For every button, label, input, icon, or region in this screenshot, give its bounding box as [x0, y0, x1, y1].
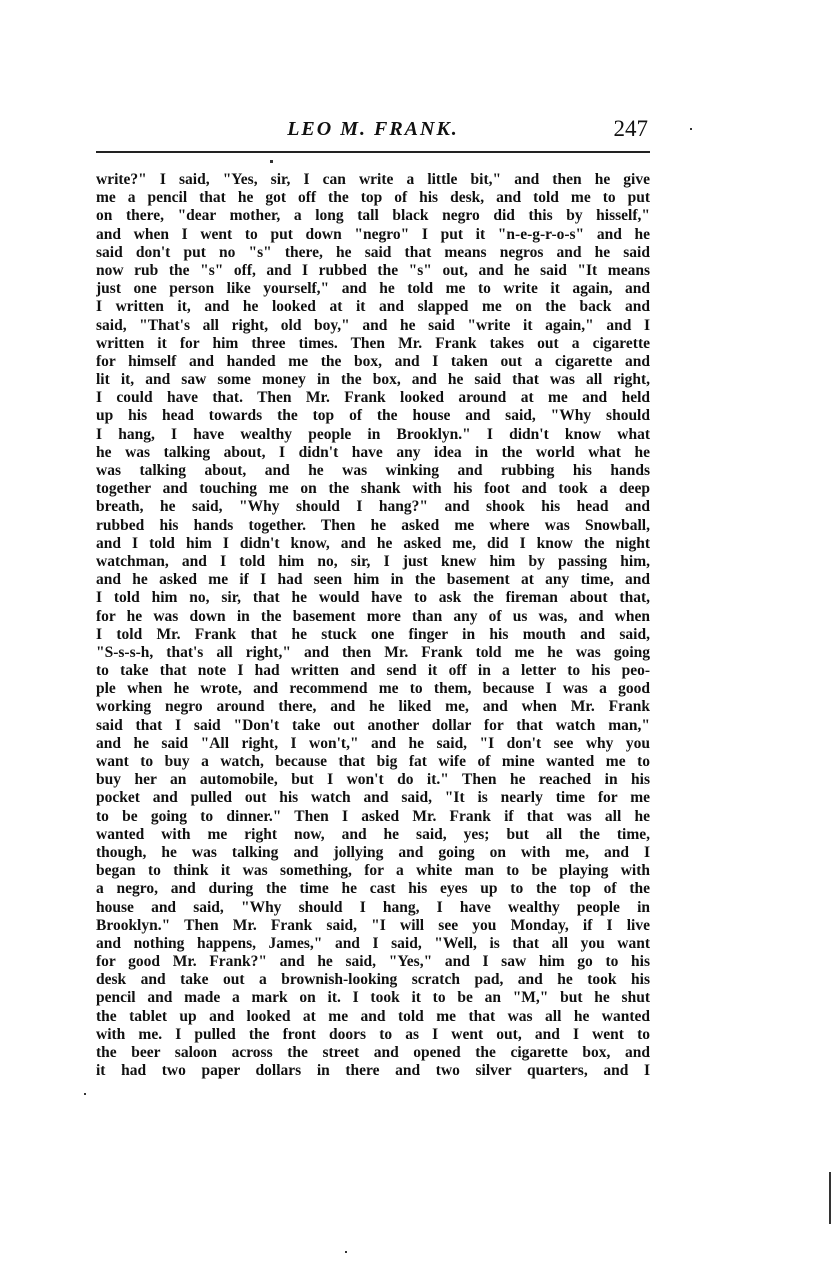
text-line: ple when he wrote, and recommend me to them, because I was a good	[96, 680, 650, 698]
text-line: the tablet up and looked at me and told me that was all he wanted	[96, 1007, 650, 1025]
header-rule	[96, 151, 650, 153]
text-line: it had two paper dollars in there and two silver quarters, and I	[96, 1062, 650, 1080]
text-line: a negro, and during the time he cast his eyes up to the top of the	[96, 880, 650, 898]
text-line: "S-s-s-h, that's all right," and then Mr. Frank told me he was going	[96, 643, 650, 661]
text-line: working negro around there, and he liked me, and when Mr. Frank	[96, 698, 650, 716]
text-line: for himself and handed me the box, and I taken out a cigarette and	[96, 352, 650, 370]
page-header	[96, 114, 650, 150]
text-line: and he said "All right, I won't," and he said, "I don't see why you	[96, 734, 650, 752]
text-line: rubbed his hands together. Then he asked me where was Snowball,	[96, 516, 650, 534]
text-line: pencil and made a mark on it. I took it to be an "M," but he shut	[96, 989, 650, 1007]
text-line: said that I said "Don't take out another dollar for that watch man,"	[96, 716, 650, 734]
text-line: began to think it was something, for a white man to be playing with	[96, 862, 650, 880]
text-line: on there, "dear mother, a long tall black negro did this by hisself,"	[96, 207, 650, 225]
text-line: to be going to dinner." Then I asked Mr. Frank if that was all he	[96, 807, 650, 825]
text-line: breath, he said, "Why should I hang?" and shook his head and	[96, 498, 650, 516]
text-line: I told Mr. Frank that he stuck one finger in his mouth and said,	[96, 625, 650, 643]
text-line: watchman, and I told him no, sir, I just knew him by passing him,	[96, 552, 650, 570]
running-title: LEO M. FRANK.	[287, 118, 459, 140]
page-number: 247	[613, 116, 648, 141]
text-line: want to buy a watch, because that big fat wife of mine wanted me to	[96, 753, 650, 770]
text-line: I told him no, sir, that he would have to ask the fireman about that,	[96, 589, 650, 607]
text-line: he was talking about, I didn't have any idea in the world what he	[96, 443, 650, 461]
text-line: and nothing happens, James," and I said, "Well, is that all you want	[96, 934, 650, 952]
text-line: lit it, and saw some money in the box, and he said that was all right,	[96, 371, 650, 389]
scan-edge-mark	[829, 1172, 831, 1224]
scan-speck	[270, 160, 273, 163]
text-line: now rub the "s" off, and I rubbed the "s" out, and he said "It means	[96, 261, 650, 279]
text-line: said, "That's all right, old boy," and he said "write it again," and I	[96, 316, 650, 334]
text-line: wanted with me right now, and he said, yes; but all the time,	[96, 825, 650, 843]
text-line: write?" I said, "Yes, sir, I can write a little bit," and then he give	[96, 171, 650, 188]
text-line: I could have that. Then Mr. Frank looked around at me and held	[96, 389, 650, 407]
text-line: to take that note I had written and send it off in a letter to his peo-	[96, 662, 650, 680]
text-line: and he asked me if I had seen him in the basement at any time, and	[96, 571, 650, 589]
text-line: together and touching me on the shank with his foot and took a deep	[96, 480, 650, 498]
text-line: desk and take out a brownish-looking scratch pad, and he took his	[96, 971, 650, 989]
text-line: with me. I pulled the front doors to as I went out, and I went to	[96, 1025, 650, 1043]
text-line: house and said, "Why should I hang, I have wealthy people in	[96, 898, 650, 916]
text-line: me a pencil that he got off the top of his desk, and told me to put	[96, 189, 650, 207]
text-line: and I told him I didn't know, and he asked me, did I know the night	[96, 534, 650, 552]
text-line: written it for him three times. Then Mr. Frank takes out a cigarette	[96, 334, 650, 352]
text-line: though, he was talking and jollying and going on with me, and I	[96, 843, 650, 861]
scan-speck	[690, 128, 692, 130]
scan-speck	[345, 1251, 347, 1253]
text-line: and when I went to put down "negro" I put it "n-e-g-r-o-s" and he	[96, 225, 650, 243]
body-text	[96, 171, 650, 1080]
text-line: was talking about, and he was winking and rubbing his hands	[96, 462, 650, 479]
scan-speck	[84, 1093, 86, 1095]
text-line: Brooklyn." Then Mr. Frank said, "I will see you Monday, if I live	[96, 916, 650, 934]
text-line: for good Mr. Frank?" and he said, "Yes," and I saw him go to his	[96, 953, 650, 971]
text-line: said don't put no "s" there, he said that means negros and he said	[96, 243, 650, 261]
text-line: pocket and pulled out his watch and said, "It is nearly time for me	[96, 789, 650, 807]
text-line: I written it, and he looked at it and slapped me on the back and	[96, 298, 650, 316]
text-line: I hang, I have wealthy people in Brooklyn." I didn't know what	[96, 425, 650, 443]
text-line: just one person like yourself," and he told me to write it again, and	[96, 280, 650, 298]
text-line: for he was down in the basement more than any of us was, and when	[96, 607, 650, 625]
text-line: the beer saloon across the street and opened the cigarette box, and	[96, 1044, 650, 1061]
text-line: buy her an automobile, but I won't do it." Then he reached in his	[96, 771, 650, 789]
text-line: up his head towards the top of the house and said, "Why should	[96, 407, 650, 425]
